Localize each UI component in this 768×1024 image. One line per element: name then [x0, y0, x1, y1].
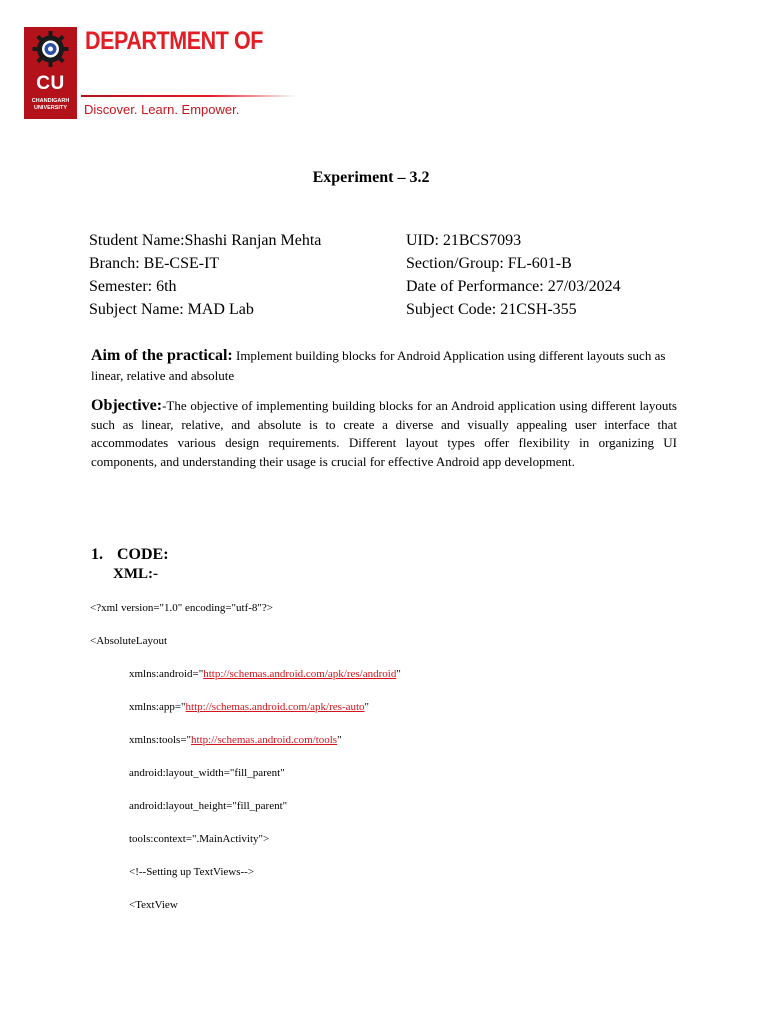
uid: UID: 21BCS7093	[406, 232, 522, 249]
code-line: tools:context=".MainActivity">	[129, 833, 270, 845]
date-of-performance: Date of Performance: 27/03/2024	[406, 278, 621, 295]
aim-label: Aim of the practical:	[91, 347, 233, 364]
student-info-right	[406, 229, 621, 321]
code-line	[129, 701, 369, 713]
aim-paragraph	[91, 346, 681, 386]
header	[24, 27, 324, 122]
code-text: xmlns:android="	[129, 668, 204, 680]
logo-university-name: CHANDIGARH UNIVERSITY	[31, 98, 70, 111]
objective-text: -The objective of implementing building blocks for an Android application using different layouts such as linear, relative, and absolute is to create a diverse and visually appealing user interface that accommodates various design requirements. Different layout types offer flexibility in organizing UI components, and understanding their usage is crucial for effective Android app development.	[91, 398, 677, 469]
code-text: xmlns:tools="	[129, 734, 192, 746]
code-text: xmlns:app="	[129, 701, 186, 713]
header-divider	[81, 95, 296, 97]
schema-link-android[interactable]: http://schemas.android.com/apk/res/android	[203, 668, 397, 680]
section-heading-code	[91, 546, 169, 564]
student-info-left	[89, 229, 321, 321]
section-title: CODE:	[117, 546, 169, 563]
semester: Semester: 6th	[89, 278, 177, 295]
experiment-title: Experiment – 3.2	[312, 169, 430, 186]
logo-cu-text: CU	[36, 73, 65, 94]
code-line: android:layout_height="fill_parent"	[129, 800, 288, 812]
schema-link-app[interactable]: http://schemas.android.com/apk/res-auto	[185, 701, 365, 713]
student-name: Student Name:Shashi Ranjan Mehta	[89, 232, 322, 249]
section-group: Section/Group: FL-601-B	[406, 255, 572, 272]
code-line	[129, 734, 342, 746]
code-line: android:layout_width="fill_parent"	[129, 767, 285, 779]
code-text: "	[337, 734, 342, 746]
university-tagline: Discover. Learn. Empower.	[84, 102, 240, 117]
subsection-xml: XML:-	[113, 566, 158, 582]
subject-name: Subject Name: MAD Lab	[89, 301, 254, 318]
code-line: <AbsoluteLayout	[90, 635, 168, 647]
code-line: <!--Setting up TextViews-->	[129, 866, 255, 878]
branch: Branch: BE-CSE-IT	[89, 255, 220, 272]
objective-label: Objective:	[91, 397, 163, 414]
objective-paragraph	[91, 397, 677, 471]
code-line: <TextView	[129, 899, 178, 911]
university-logo	[24, 27, 77, 119]
section-number: 1.	[91, 546, 103, 563]
subject-code: Subject Code: 21CSH-355	[406, 301, 577, 318]
aim-text: Implement building blocks for Android Application using different layouts such as linear, relative and absolute	[91, 348, 666, 383]
schema-link-tools[interactable]: http://schemas.android.com/tools	[191, 734, 338, 746]
code-line: <?xml version="1.0" encoding="utf-8"?>	[90, 602, 273, 614]
code-text: "	[364, 701, 370, 713]
department-title: DEPARTMENT OF	[85, 27, 263, 55]
code-text: "	[396, 668, 401, 680]
code-line	[129, 668, 401, 680]
